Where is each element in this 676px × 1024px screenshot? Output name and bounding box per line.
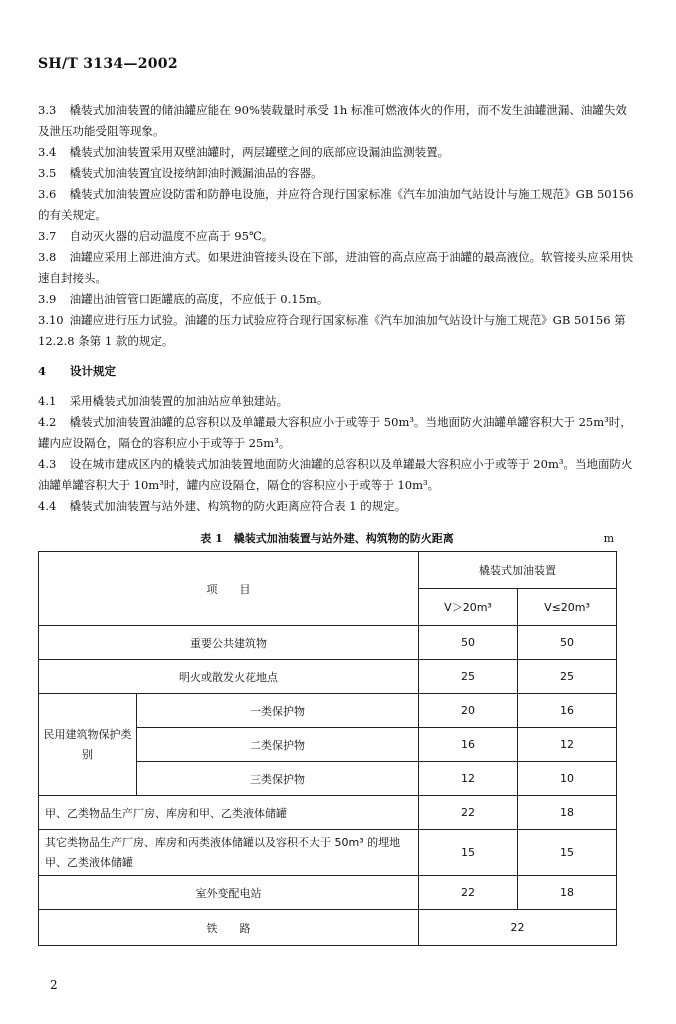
- col-header-large: V＞20m³: [419, 589, 518, 626]
- table-row: [39, 660, 617, 694]
- clause-text: 设在城市建成区内的橇装式加油装置地面防火油罐的总容积以及单罐最大容积应小于或等于 20m³。当地面防火油罐单罐容积大于 10m³时，罐内应设隔仓，隔仓的容积应小于或等于 10m³。: [38, 457, 633, 492]
- table-unit: m: [603, 532, 614, 545]
- clause-text: 油罐出油管管口距罐底的高度，不应低于 0.15m。: [69, 292, 329, 306]
- cell-value: 22: [419, 796, 518, 830]
- row-label: 重要公共建筑物: [39, 626, 419, 660]
- cell-value: 20: [419, 694, 518, 728]
- clause-number: 3.5: [38, 166, 57, 180]
- cell-value: 15: [419, 830, 518, 876]
- clause-4-3: [38, 454, 638, 496]
- clause-number: 4.3: [38, 457, 57, 471]
- table-row: [39, 876, 617, 910]
- row-label: 明火或散发火花地点: [39, 660, 419, 694]
- clause-3-8: [38, 247, 638, 289]
- section-heading: [38, 361, 638, 382]
- clause-text: 采用橇装式加油装置的加油站应单独建站。: [69, 394, 289, 408]
- row-label: 二类保护物: [137, 728, 419, 762]
- cell-value: 18: [518, 796, 617, 830]
- col-header-small: V≤20m³: [518, 589, 617, 626]
- clause-text: 油罐应采用上部进油方式。如果进油管接头设在下部，进油管的高点应高于油罐的最高液位。软管接头应采用快速自封接头。: [38, 250, 634, 285]
- clause-number: 3.10: [38, 313, 64, 327]
- cell-value: 50: [419, 626, 518, 660]
- clause-3-5: [38, 163, 638, 184]
- item-header: 项 目: [39, 552, 419, 626]
- standard-code-header: SH/T 3134—2002: [38, 56, 178, 72]
- clause-text: 橇装式加油装置应设防雷和防静电设施，并应符合现行国家标准《汽车加油加气站设计与施工规范》GB 50156 的有关规定。: [38, 187, 634, 222]
- clause-text: 橇装式加油装置的储油罐应能在 90%装载量时承受 1h 标准可燃液体火的作用，而不发生油罐泄漏、油罐失效及泄压功能受阻等现象。: [38, 103, 627, 138]
- clause-text: 橇装式加油装置油罐的总容积以及单罐最大容积应小于或等于 50m³。当地面防火油罐单罐容积大于 25m³时，罐内应设隔仓，隔仓的容积应小于或等于 25m³。: [38, 415, 632, 450]
- cell-value: 22: [419, 910, 617, 946]
- body-text: [38, 100, 638, 517]
- clause-3-9: [38, 289, 638, 310]
- clause-text: 橇装式加油装置与站外建、构筑物的防火距离应符合表 1 的规定。: [69, 499, 407, 513]
- table-row: [39, 910, 617, 946]
- clause-3-4: [38, 142, 638, 163]
- clause-3-3: [38, 100, 638, 142]
- cell-value: 16: [518, 694, 617, 728]
- clause-text: 油罐应进行压力试验。油罐的压力试验应符合现行国家标准《汽车加油加气站设计与施工规范》GB 50156 第 12.2.8 条第 1 款的规定。: [38, 313, 626, 348]
- group-header: 橇装式加油装置: [419, 552, 617, 589]
- page-number: 2: [50, 978, 58, 992]
- cell-value: 25: [419, 660, 518, 694]
- cell-value: 16: [419, 728, 518, 762]
- clause-number: 4.4: [38, 499, 57, 513]
- table-row: [39, 626, 617, 660]
- clause-number: 3.9: [38, 292, 57, 306]
- clause-number: 4.1: [38, 394, 57, 408]
- cell-value: 18: [518, 876, 617, 910]
- section-number: 4: [38, 364, 47, 378]
- row-label: 室外变配电站: [39, 876, 419, 910]
- fire-distance-table: [38, 551, 617, 946]
- table-row: [39, 830, 617, 876]
- clause-number: 4.2: [38, 415, 57, 429]
- cell-value: 10: [518, 762, 617, 796]
- table-row: [39, 694, 617, 728]
- row-label: 一类保护物: [137, 694, 419, 728]
- cell-value: 15: [518, 830, 617, 876]
- row-label: 三类保护物: [137, 762, 419, 796]
- table-header-row: [39, 552, 617, 589]
- clause-number: 3.6: [38, 187, 57, 201]
- row-label: 其它类物品生产厂房、库房和丙类液体储罐以及容积不大于 50m³ 的埋地甲、乙类液体储罐: [39, 830, 419, 876]
- cell-value: 12: [419, 762, 518, 796]
- clause-3-6: [38, 184, 638, 226]
- table-caption: 表 1 橇装式加油装置与站外建、构筑物的防火距离: [200, 532, 454, 545]
- table-row: [39, 796, 617, 830]
- clause-4-4: [38, 496, 638, 517]
- cell-value: 22: [419, 876, 518, 910]
- cell-value: 12: [518, 728, 617, 762]
- cell-value: 25: [518, 660, 617, 694]
- clause-3-7: [38, 226, 638, 247]
- clause-number: 3.8: [38, 250, 57, 264]
- cell-value: 50: [518, 626, 617, 660]
- clause-4-1: [38, 391, 638, 412]
- section-title: 设计规定: [70, 364, 117, 378]
- clause-text: 自动灭火器的启动温度不应高于 95℃。: [69, 229, 274, 243]
- clause-number: 3.4: [38, 145, 57, 159]
- clause-4-2: [38, 412, 638, 454]
- row-label: 铁 路: [39, 910, 419, 946]
- row-label: 甲、乙类物品生产厂房、库房和甲、乙类液体储罐: [39, 796, 419, 830]
- clause-number: 3.3: [38, 103, 57, 117]
- clause-number: 3.7: [38, 229, 57, 243]
- civil-building-label: 民用建筑物保护类别: [39, 694, 137, 796]
- clause-text: 橇装式加油装置宜设接纳卸油时溅漏油品的容器。: [69, 166, 323, 180]
- clause-3-10: [38, 310, 638, 352]
- clause-text: 橇装式加油装置采用双壁油罐时，两层罐壁之间的底部应设漏油监测装置。: [69, 145, 450, 159]
